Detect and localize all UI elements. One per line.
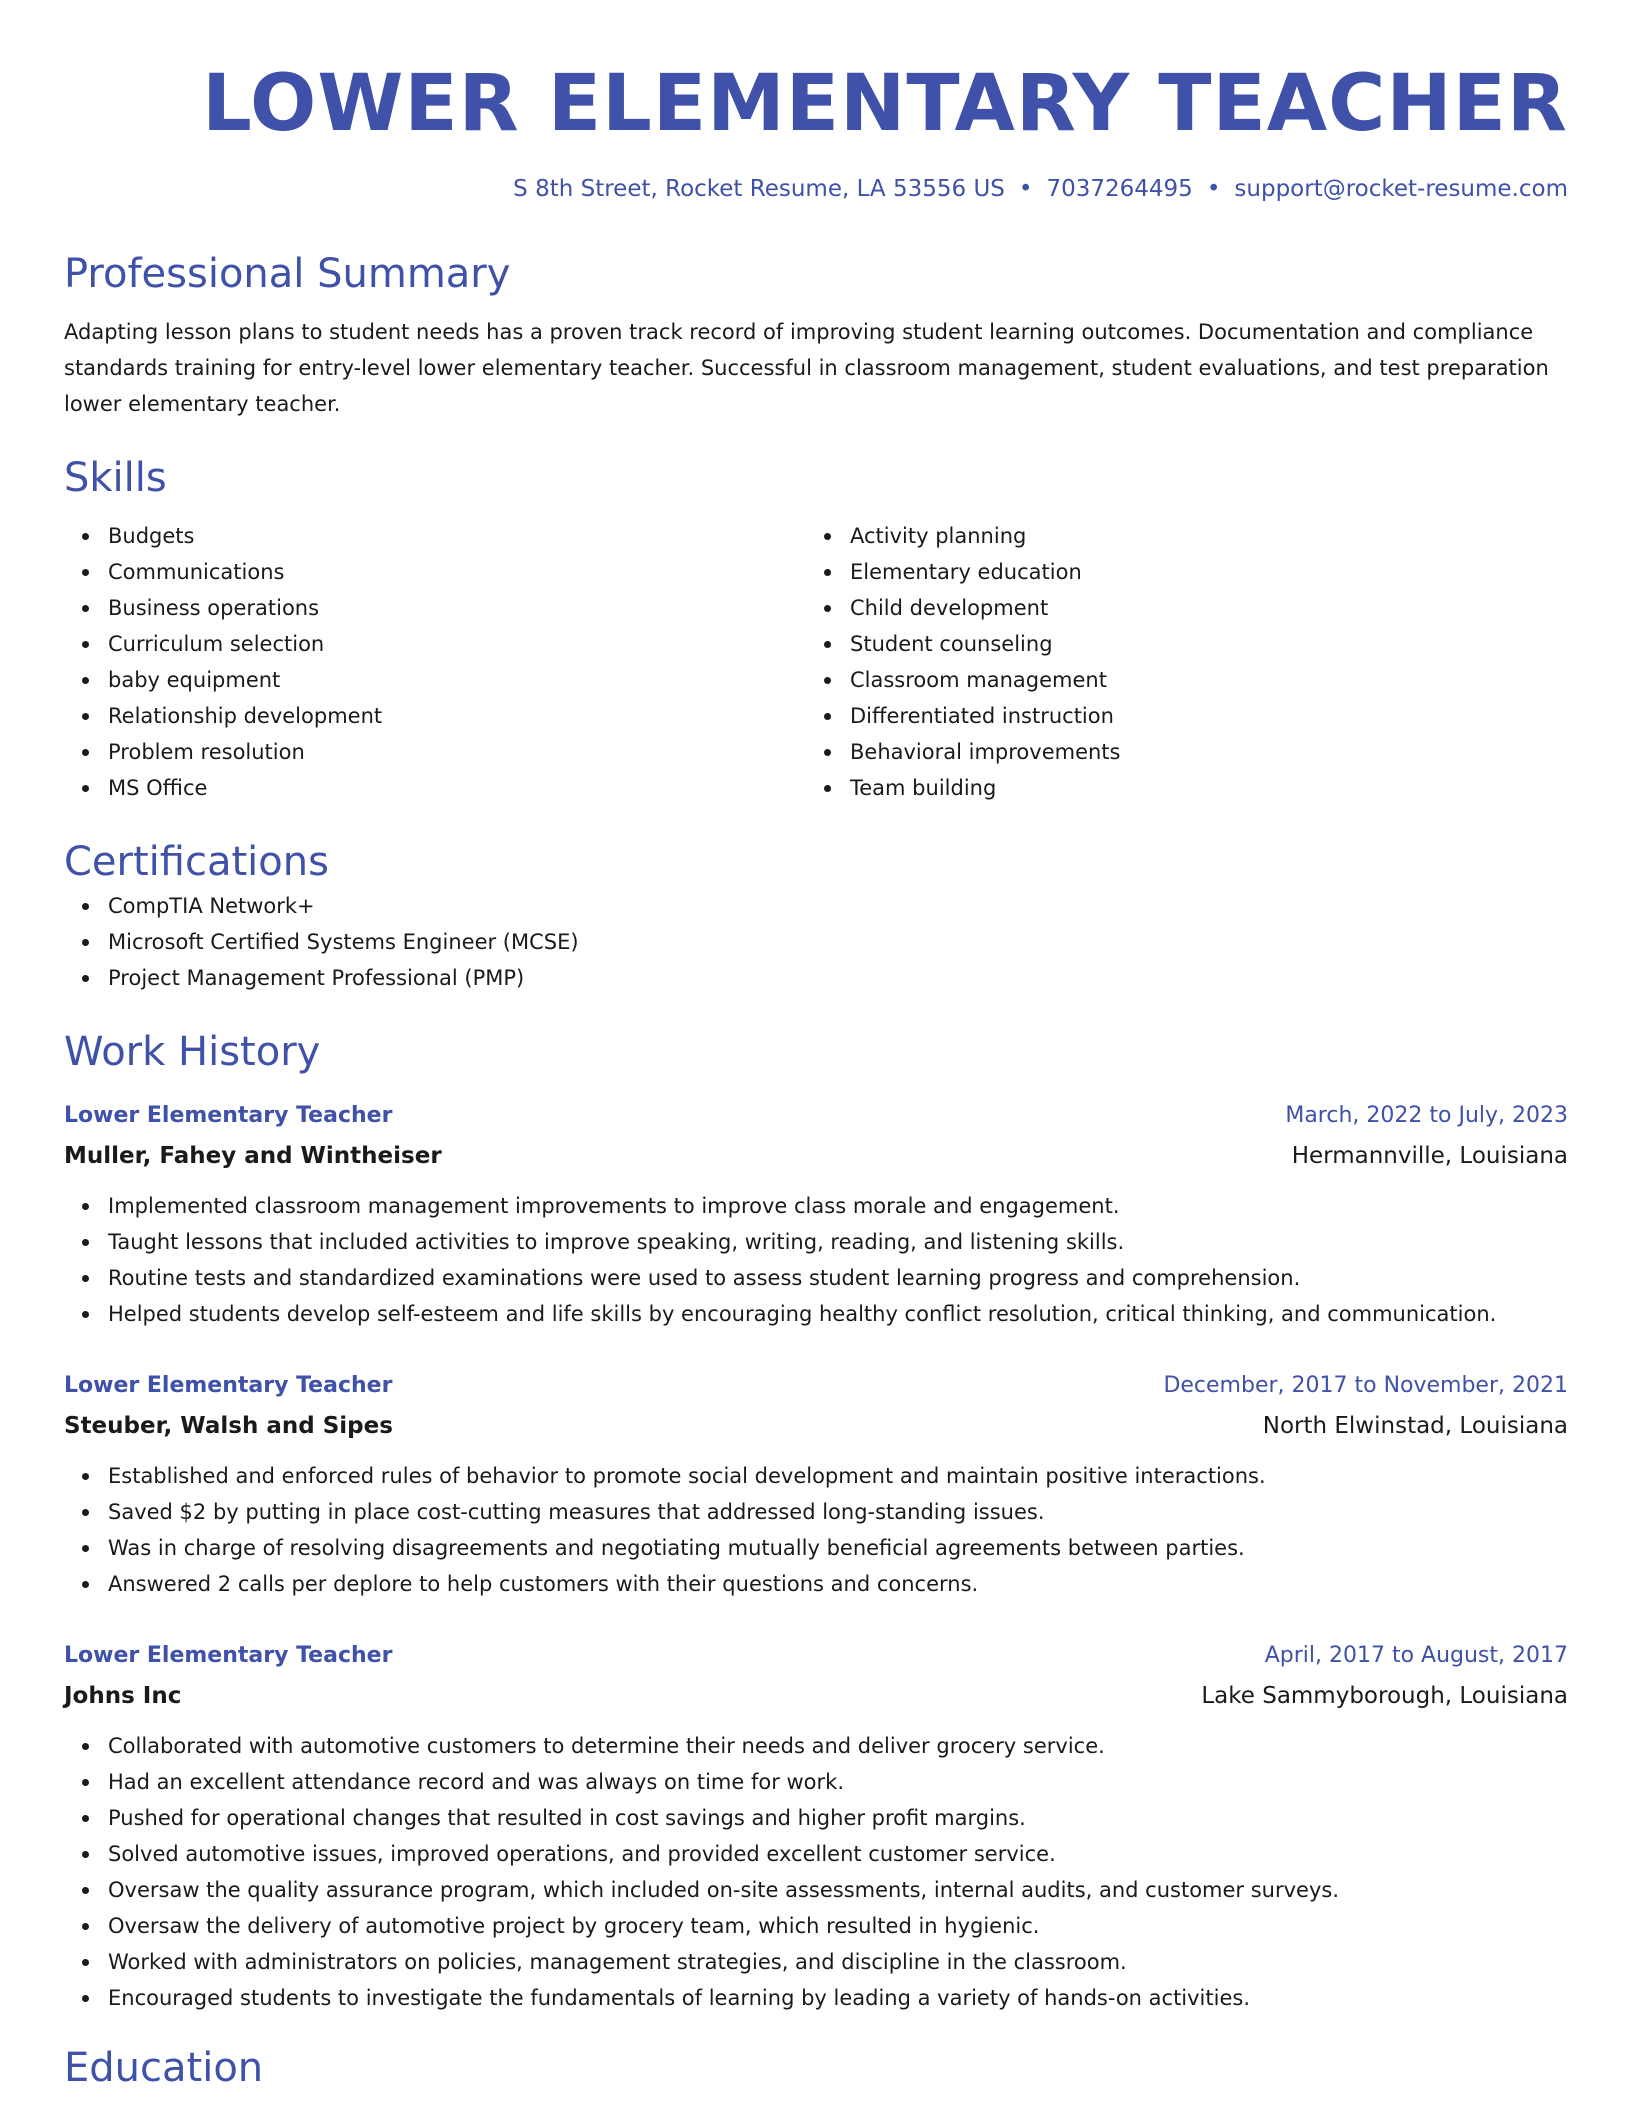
skill-item: baby equipment xyxy=(108,662,806,698)
job-header-row xyxy=(64,1096,1568,1136)
job-location: Lake Sammyborough, Louisiana xyxy=(1201,1683,1568,1709)
contact-email: support@rocket-resume.com xyxy=(1234,176,1568,202)
job-bullet: Routine tests and standardized examinations were used to assess student learning progress and comprehension. xyxy=(108,1260,1568,1296)
job-bullets xyxy=(64,1458,1568,1602)
job-bullet: Answered 2 calls per deplore to help customers with their questions and concerns. xyxy=(108,1566,1568,1602)
job-location: Hermannville, Louisiana xyxy=(1291,1143,1568,1169)
certifications-heading: Certifications xyxy=(64,839,329,885)
summary-heading: Professional Summary xyxy=(64,251,511,297)
skills-heading: Skills xyxy=(64,455,167,501)
job-bullet: Encouraged students to investigate the fundamentals of learning by leading a variety of hands-on activities. xyxy=(108,1980,1568,2016)
job-bullet: Had an excellent attendance record and was always on time for work. xyxy=(108,1764,1568,1800)
skill-item: Relationship development xyxy=(108,698,806,734)
job-title: Lower Elementary Teacher xyxy=(64,1643,393,1668)
skill-item: MS Office xyxy=(108,770,806,806)
job-location: North Elwinstad, Louisiana xyxy=(1262,1413,1568,1439)
work-history-heading: Work History xyxy=(64,1029,321,1075)
skill-item: Differentiated instruction xyxy=(850,698,1548,734)
job-dates: December, 2017 to November, 2021 xyxy=(1163,1373,1568,1398)
skills-columns xyxy=(64,518,1568,806)
skill-item: Activity planning xyxy=(850,518,1548,554)
job-company-row xyxy=(64,1406,1568,1446)
job-company: Muller, Fahey and Wintheiser xyxy=(64,1143,442,1169)
job-bullet: Collaborated with automotive customers to determine their needs and deliver grocery service. xyxy=(108,1728,1568,1764)
certification-item: Project Management Professional (PMP) xyxy=(108,960,1568,996)
job-title: Lower Elementary Teacher xyxy=(64,1373,393,1398)
job-dates: March, 2022 to July, 2023 xyxy=(1285,1103,1568,1128)
job-bullets xyxy=(64,1728,1568,2016)
skill-item: Child development xyxy=(850,590,1548,626)
skill-item: Curriculum selection xyxy=(108,626,806,662)
job-bullet: Established and enforced rules of behavior to promote social development and maintain positive interactions. xyxy=(108,1458,1568,1494)
job-header-row xyxy=(64,1366,1568,1406)
skill-item: Business operations xyxy=(108,590,806,626)
certifications-list xyxy=(64,888,1568,996)
skill-item: Budgets xyxy=(108,518,806,554)
job-company: Steuber, Walsh and Sipes xyxy=(64,1413,393,1439)
skills-list-left xyxy=(64,518,806,806)
education-heading: Education xyxy=(64,2045,264,2091)
contact-phone: 7037264495 xyxy=(1046,176,1193,202)
job-bullet: Was in charge of resolving disagreements and negotiating mutually beneficial agreements between parties. xyxy=(108,1530,1568,1566)
contact-address: S 8th Street, Rocket Resume, LA 53556 US xyxy=(513,176,1005,202)
job-header-row xyxy=(64,1636,1568,1676)
job-bullet: Saved $2 by putting in place cost-cutting measures that addressed long-standing issues. xyxy=(108,1494,1568,1530)
skill-item: Communications xyxy=(108,554,806,590)
skill-item: Problem resolution xyxy=(108,734,806,770)
contact-separator: • xyxy=(1206,176,1221,202)
job-bullet: Solved automotive issues, improved operations, and provided excellent customer service. xyxy=(108,1836,1568,1872)
job-bullet: Pushed for operational changes that resulted in cost savings and higher profit margins. xyxy=(108,1800,1568,1836)
resume-name: LOWER ELEMENTARY TEACHER xyxy=(202,59,1568,149)
skill-item: Elementary education xyxy=(850,554,1548,590)
skill-item: Classroom management xyxy=(850,662,1548,698)
job-bullets xyxy=(64,1188,1568,1332)
certification-item: Microsoft Certified Systems Engineer (MCSE) xyxy=(108,924,1568,960)
skill-item: Team building xyxy=(850,770,1548,806)
skill-item: Behavioral improvements xyxy=(850,734,1548,770)
job-company-row xyxy=(64,1676,1568,1716)
job-dates: April, 2017 to August, 2017 xyxy=(1264,1643,1568,1668)
skills-list-right xyxy=(806,518,1548,806)
skill-item: Student counseling xyxy=(850,626,1548,662)
job-bullet: Oversaw the quality assurance program, which included on-site assessments, internal audits, and customer surveys. xyxy=(108,1872,1568,1908)
job-entry xyxy=(64,1096,1568,1332)
job-bullet: Helped students develop self-esteem and life skills by encouraging healthy conflict resolution, critical thinking, and communication. xyxy=(108,1296,1568,1332)
job-bullet: Oversaw the delivery of automotive project by grocery team, which resulted in hygienic. xyxy=(108,1908,1568,1944)
job-title: Lower Elementary Teacher xyxy=(64,1103,393,1128)
contact-separator: • xyxy=(1018,176,1033,202)
job-entry xyxy=(64,1636,1568,2016)
summary-text: Adapting lesson plans to student needs has a proven track record of improving student learning outcomes. Documentation and compliance standards training for entry-level lower elementary teacher. Successful in classroom management, student evaluations, and test preparation lower elementary teacher. xyxy=(64,320,1549,416)
job-bullet: Implemented classroom management improvements to improve class morale and engagement. xyxy=(108,1188,1568,1224)
contact-line xyxy=(64,174,1568,204)
job-bullet: Worked with administrators on policies, management strategies, and discipline in the classroom. xyxy=(108,1944,1568,1980)
resume-page xyxy=(64,0,1568,2094)
job-entry xyxy=(64,1366,1568,1602)
job-bullet: Taught lessons that included activities to improve speaking, writing, reading, and listening skills. xyxy=(108,1224,1568,1260)
job-company: Johns Inc xyxy=(64,1683,182,1709)
certification-item: CompTIA Network+ xyxy=(108,888,1568,924)
job-company-row xyxy=(64,1136,1568,1176)
